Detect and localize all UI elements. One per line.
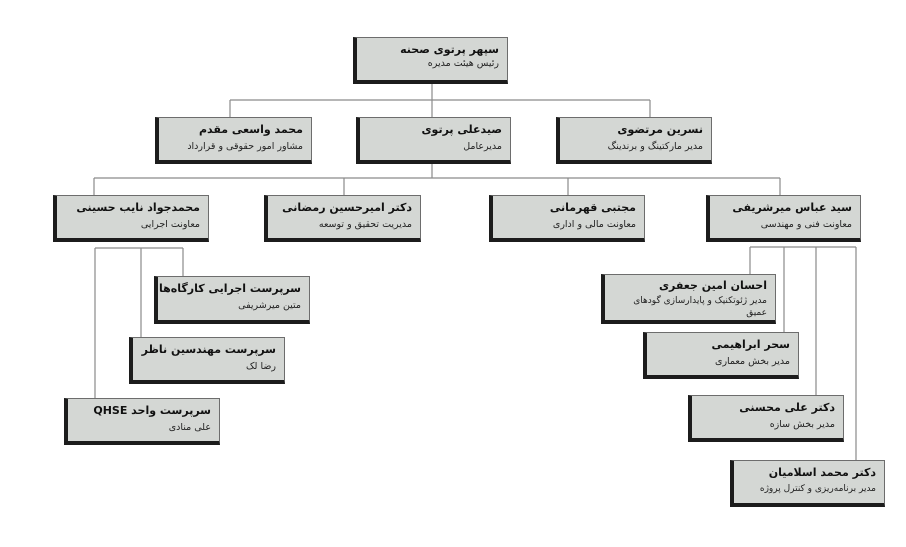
org-node-rnd <box>264 195 421 242</box>
node-role: مدیر بخش سازه <box>769 419 835 430</box>
node-name: محمد واسعی مقدم <box>198 123 303 136</box>
node-name: سرپرست مهندسین ناظر <box>141 343 276 356</box>
node-role: علی منادی <box>168 422 211 433</box>
org-node-marketing <box>556 117 712 164</box>
org-node-executive-deputy <box>53 195 209 242</box>
node-role: معاونت اجرایی <box>140 219 200 230</box>
org-node-technical-deputy <box>706 195 861 242</box>
node-role: مدیریت تحقیق و توسعه <box>318 219 412 230</box>
node-role: معاونت مالی و اداری <box>552 219 636 230</box>
org-node-managing-director <box>356 117 511 164</box>
node-name: صیدعلی پرتوی <box>421 123 502 136</box>
node-role: مدیر برنامه‌ریزی و کنترل پروژه <box>759 484 876 494</box>
node-role: رضا لک <box>246 361 276 372</box>
org-node-engineers-supervisor <box>129 337 285 384</box>
node-name: سید عباس میرشریفی <box>732 201 852 214</box>
node-name: دکتر امیرحسین رمضانی <box>282 201 412 214</box>
node-name: سرپرست واحد QHSE <box>93 404 211 417</box>
node-role: مدیر مارکتینگ و برندینگ <box>607 141 703 152</box>
node-name: نسرین مرتضوی <box>617 123 703 136</box>
node-name: دکتر علی محسنی <box>739 401 835 414</box>
node-role: متین میرشریفی <box>238 300 301 311</box>
node-role: رئیس هیئت مدیره <box>427 58 499 69</box>
org-node-finance <box>489 195 645 242</box>
org-node-architecture <box>643 332 799 379</box>
node-name: مجتبی قهرمانی <box>549 201 636 214</box>
node-role: مدیرعامل <box>463 141 502 152</box>
node-role: معاونت فنی و مهندسی <box>760 219 852 230</box>
org-node-workshops-supervisor <box>154 276 310 324</box>
org-node-structure <box>688 395 844 442</box>
node-name: سپهر پرتوی صحنه <box>400 43 499 56</box>
org-node-qhse-supervisor <box>64 398 220 445</box>
node-name: احسان امین جعفری <box>658 279 767 292</box>
node-name: دکتر محمد اسلامیان <box>768 466 876 479</box>
node-role: مدیر ژئوتکنیک و پایدارسازی گودهای عمیق <box>633 296 767 318</box>
node-role: مدیر بخش معماری <box>715 356 790 367</box>
org-node-project-control <box>730 460 885 507</box>
org-node-legal-advisor <box>155 117 312 164</box>
node-role: مشاور امور حقوقی و قرارداد <box>187 141 303 152</box>
org-node-ceo <box>353 37 508 84</box>
org-node-geotechnical <box>601 274 776 324</box>
node-name: سرپرست اجرایی کارگاه‌ها <box>159 282 301 295</box>
node-name: محمدجواد نایب حسینی <box>76 201 200 214</box>
node-name: سحر ابراهیمی <box>711 338 790 351</box>
